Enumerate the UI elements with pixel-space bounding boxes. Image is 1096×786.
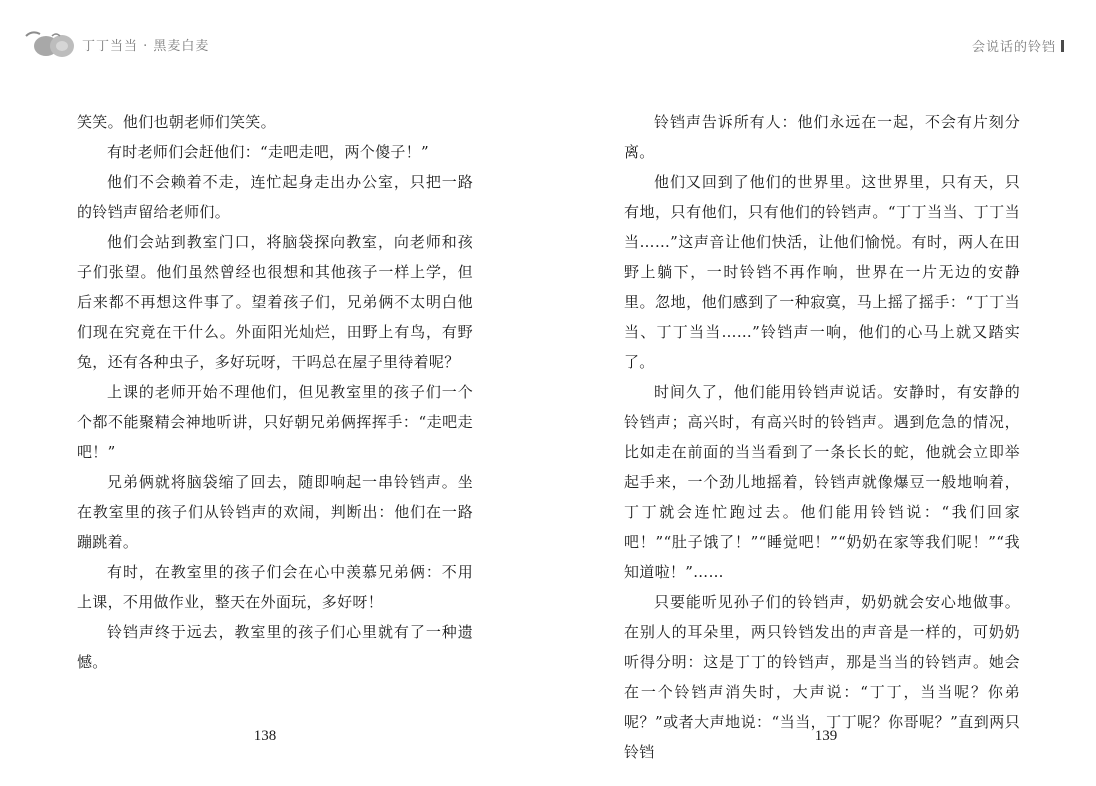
paragraph: 铃铛声告诉所有人：他们永远在一起，不会有片刻分离。 <box>624 113 1020 161</box>
paragraph: 时间久了，他们能用铃铛声说话。安静时，有安静的铃铛声；高兴时，有高兴时的铃铛声。遇到危急的情况，比如走在前面的当当看到了一条长长的蛇，他就会立即举起手来，一个劲儿地摇着，铃铛声就像爆豆一般地响着，丁丁就会连忙跑过去。他们能用铃铛说：“我们回家吧！”“肚子饿了！”“睡觉吧！”“奶奶在家等我们呢！”“我知道啦！”…… <box>624 383 1020 581</box>
page-number: 138 <box>253 728 277 744</box>
series-title: 丁丁当当 · 黑麦白麦 <box>82 39 210 54</box>
chapter-title <box>972 36 1064 55</box>
paragraph: 他们会站到教室门口，将脑袋探向教室，向老师和孩子们张望。他们虽然曾经也很想和其他孩子一样上学，但后来都不再想这件事了。望着孩子们，兄弟俩不太明白他们现在究竟在干什么。外面阳光灿烂，田野上有鸟，有野兔，还有各种虫子，多好玩呀，干吗总在屋子里待着呢？ <box>77 233 473 371</box>
paragraph: 他们不会赖着不走，连忙起身走出办公室，只把一路的铃铛声留给老师们。 <box>77 173 473 221</box>
paragraph: 兄弟俩就将脑袋缩了回去，随即响起一串铃铛声。坐在教室里的孩子们从铃铛声的欢闹，判断出：他们在一路蹦跳着。 <box>77 473 473 551</box>
gourd-logo-icon <box>24 28 78 62</box>
paragraph: 只要能听见孙子们的铃铛声，奶奶就会安心地做事。在别人的耳朵里，两只铃铛发出的声音是一样的，可奶奶听得分明：这是丁丁的铃铛声，那是当当的铃铛声。她会在一个铃铛声消失时，大声说：“丁丁，当当呢？你弟呢？”或者大声地说：“当当，丁丁呢？你哥呢？”直到两只铃铛 <box>624 593 1020 761</box>
right-page <box>548 0 1096 786</box>
chapter-title-text: 会说话的铃铛 <box>971 40 1056 55</box>
paragraph: 他们又回到了他们的世界里。这世界里，只有天，只有地，只有他们，只有他们的铃铛声。“丁丁当当、丁丁当当……”这声音让他们快活，让他们愉悦。有时，两人在田野上躺下，一时铃铛不再作响，世界在一片无边的安静里。忽地，他们感到了一种寂寞，马上摇了摇手：“丁丁当当、丁丁当当……”铃铛声一响，他们的心马上就又踏实了。 <box>624 173 1020 371</box>
paragraph: 有时老师们会赶他们：“走吧走吧，两个傻子！” <box>107 143 429 161</box>
left-page-body <box>77 107 473 677</box>
paragraph: 上课的老师开始不理他们，但见教室里的孩子们一个个都不能聚精会神地听讲，只好朝兄弟俩挥挥手：“走吧走吧！” <box>77 383 473 461</box>
page-number: 139 <box>814 728 838 744</box>
paragraph: 铃铛声终于远去，教室里的孩子们心里就有了一种遗憾。 <box>77 623 473 671</box>
paragraph: 笑笑。他们也朝老师们笑笑。 <box>77 113 276 131</box>
header-bar-icon <box>1061 40 1064 52</box>
paragraph: 有时，在教室里的孩子们会在心中羡慕兄弟俩：不用上课，不用做作业，整天在外面玩，多好呀！ <box>77 563 473 611</box>
right-page-body <box>624 107 1020 767</box>
